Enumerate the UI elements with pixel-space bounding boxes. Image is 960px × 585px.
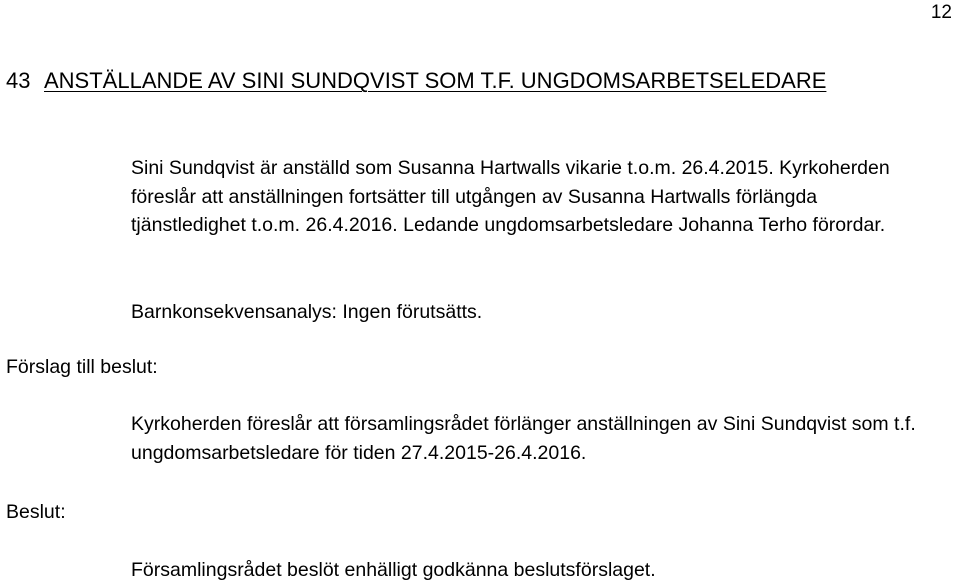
- proposal-label: Förslag till beslut:: [6, 356, 158, 378]
- child-impact-statement: Barnkonsekvensanalys: Ingen förutsätts.: [131, 301, 483, 323]
- section-title: ANSTÄLLANDE AV SINI SUNDQVIST SOM T.F. UNGDOMSARBETSELEDARE: [44, 68, 827, 93]
- decision-text: Församlingsrådet beslöt enhälligt godkänna beslutsförslaget.: [131, 559, 656, 581]
- page-number: 12: [930, 2, 952, 23]
- section-heading: [6, 68, 826, 94]
- background-paragraph: Sini Sundqvist är anställd som Susanna Hartwalls vikarie t.o.m. 26.4.2015. Kyrkoherden föreslår att anställningen fortsätter till utgången av Susanna Hartwalls förlängda tjänstledighet t.o.m. 26.4.2016. Ledande ungdomsarbetsledare Johanna Terho förordar.: [131, 157, 890, 236]
- proposal-text: Kyrkoherden föreslår att församlingsrådet förlänger anställningen av Sini Sundqvist som t.f. ungdomsarbetsledare för tiden 27.4.2015-26.4.2016.: [131, 413, 916, 464]
- section-number: 43: [6, 68, 31, 93]
- decision-label: Beslut:: [6, 501, 66, 523]
